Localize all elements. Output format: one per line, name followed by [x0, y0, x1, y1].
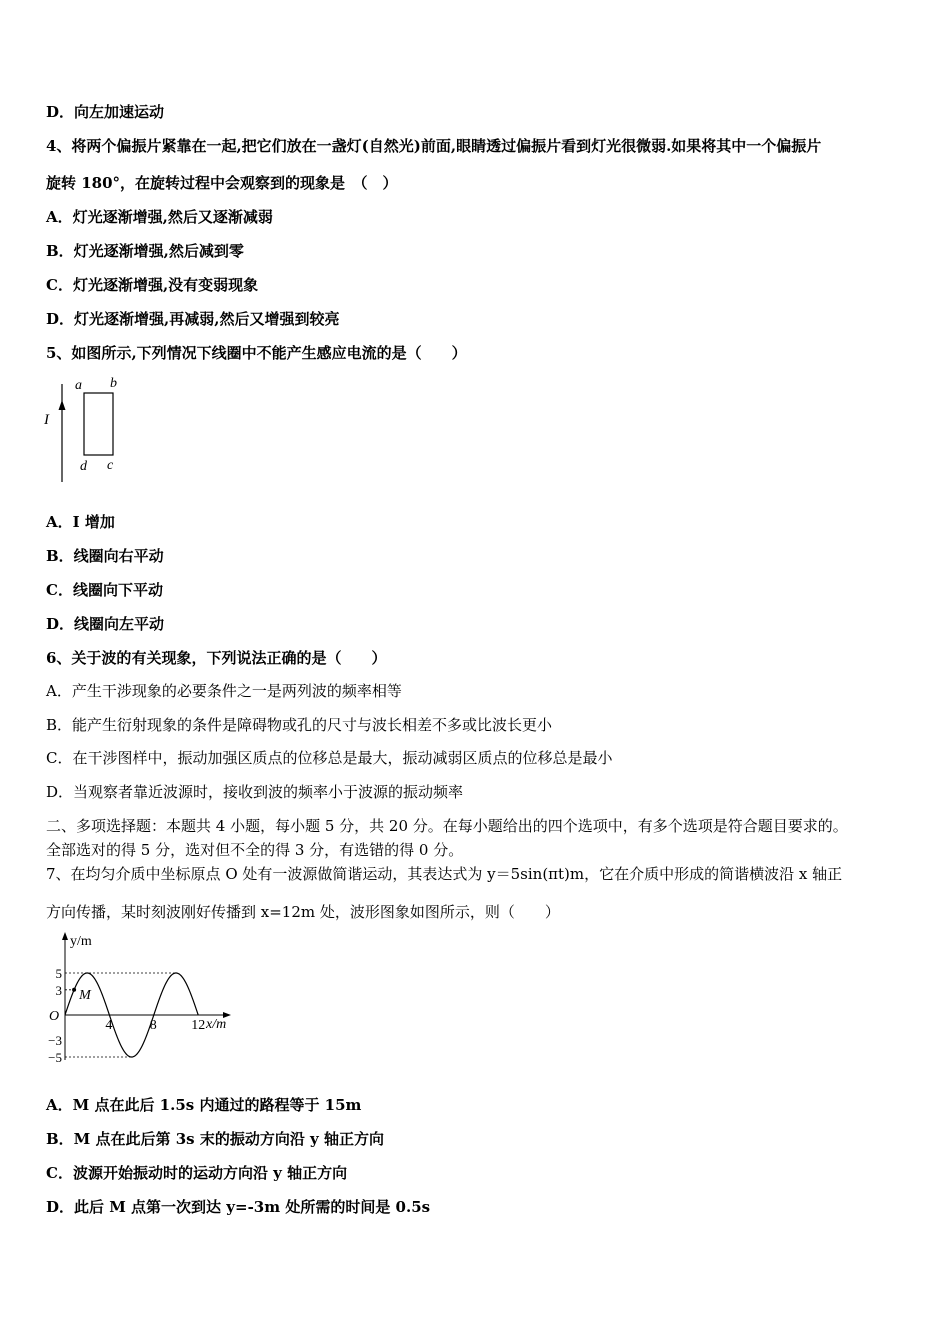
x-tick-label: 12: [191, 1018, 206, 1033]
y-axis-arrow-icon: [62, 932, 68, 940]
point-m-label: M: [79, 987, 91, 1003]
q6-option-c: C．在干涉图样中，振动加强区质点的位移总是最大，振动减弱区质点的位移总是最小: [46, 749, 613, 767]
corner-d-label: d: [80, 459, 87, 474]
x-axis-label: x/m: [206, 1017, 227, 1032]
y-tick-label: 3: [55, 982, 62, 998]
q3-option-d: D．向左加速运动: [46, 103, 165, 121]
q4-option-c: C．灯光逐渐增强,没有变弱现象: [46, 276, 259, 294]
q7-option-c: C．波源开始振动时的运动方向沿 y 轴正方向: [46, 1164, 348, 1182]
q7-option-d: D．此后 M 点第一次到达 y=-3m 处所需的时间是 0.5s: [46, 1198, 431, 1216]
corner-b-label: b: [110, 376, 117, 391]
section2-heading-line-1: 二、多项选择题：本题共 4 小题，每小题 5 分，共 20 分。在每小题给出的四个选项中，有多个选项是符合题目要求的。: [46, 817, 848, 835]
q4-option-d: D．灯光逐渐增强,再减弱,然后又增强到较亮: [46, 310, 340, 328]
q7-stem-line-2: 方向传播，某时刻波刚好传播到 x=12m 处，波形图象如图所示，则（ ）: [46, 903, 560, 921]
q6-option-a: A．产生干涉现象的必要条件之一是两列波的频率相等: [46, 682, 402, 700]
q5-stem: 5、如图所示,下列情况下线圈中不能产生感应电流的是（ ）: [46, 344, 467, 362]
q5-option-c: C．线圈向下平动: [46, 581, 163, 599]
section2-heading-line-2: 全部选对的得 5 分，选对但不全的得 3 分，有选错的得 0 分。: [46, 841, 464, 859]
q6-stem: 6、关于波的有关现象，下列说法正确的是（ ）: [46, 649, 387, 667]
q7-option-a: A．M 点在此后 1.5s 内通过的路程等于 15m: [46, 1096, 362, 1114]
point-m-dot: [72, 988, 76, 992]
y-tick-label: −3: [48, 1033, 62, 1049]
current-label: I: [44, 412, 49, 428]
y-tick-label: −5: [48, 1050, 62, 1065]
wave-graph: [40, 928, 240, 1068]
q7-stem-line-1: 7、在均匀介质中坐标原点 O 处有一波源做简谐运动，其表达式为 y＝5sin(πt)m，它在介质中形成的简谐横波沿 x 轴正: [46, 865, 843, 883]
q4-option-b: B．灯光逐渐增强,然后减到零: [46, 242, 244, 260]
y-axis-label: y/m: [70, 934, 92, 949]
q5-option-d: D．线圈向左平动: [46, 615, 165, 633]
q4-stem-line-2: 旋转 180°，在旋转过程中会观察到的现象是 （ ）: [46, 174, 398, 192]
coil-rectangle: [84, 393, 113, 455]
q4-option-a: A．灯光逐渐增强,然后又逐渐减弱: [46, 208, 273, 226]
q6-option-d: D．当观察者靠近波源时，接收到波的频率小于波源的振动频率: [46, 783, 464, 801]
q5-option-a: A．I 增加: [46, 513, 115, 531]
q7-option-b: B．M 点在此后第 3s 末的振动方向沿 y 轴正方向: [46, 1130, 384, 1148]
y-tick-label: 5: [55, 966, 62, 981]
q5-coil-figure: [40, 372, 130, 487]
x-tick-label: 4: [105, 1018, 113, 1033]
x-tick-label: 8: [149, 1018, 157, 1033]
q6-option-b: B．能产生衍射现象的条件是障碍物或孔的尺寸与波长相差不多或比波长更小: [46, 716, 553, 734]
origin-label: O: [49, 1009, 60, 1024]
current-arrow-icon: [59, 400, 66, 410]
corner-c-label: c: [107, 458, 114, 473]
q5-option-b: B．线圈向右平动: [46, 547, 164, 565]
q4-stem-line-1: 4、将两个偏振片紧靠在一起,把它们放在一盏灯(自然光)前面,眼睛透过偏振片看到灯光很微弱.如果将其中一个偏振片: [46, 137, 822, 155]
corner-a-label: a: [75, 378, 82, 393]
